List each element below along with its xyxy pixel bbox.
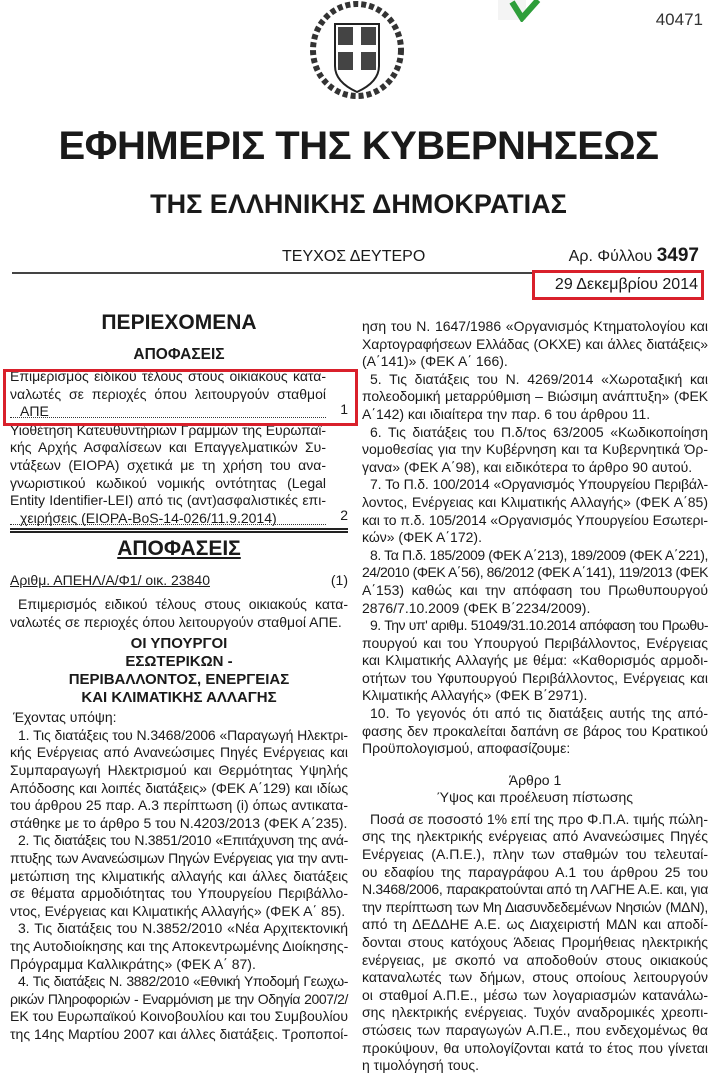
text-line: σης της ηλεκτρικής ενέργειας από Ανανεώσιμες Πηγές [362, 828, 708, 845]
consideration-paragraph [362, 476, 708, 546]
consideration-paragraph [362, 424, 708, 477]
ministers-line: ΠΕΡΙΒΑΛΛΟΝΤΟΣ, ΕΝΕΡΓΕΙΑΣ [68, 671, 290, 689]
text-line: φασης δεν προκαλείται δαπάνη σε βάρος του Κρατικού [362, 722, 708, 739]
text-line: δονται στους κατόχους Άδειας Προμήθειας ηλεκτρικής [362, 934, 708, 950]
considerations-right [362, 318, 708, 758]
text-line: 3. Τις διατάξεις του Ν.3852/2010 «Νέα Αρχιτεκτονική [18, 920, 348, 937]
consideration-paragraph [10, 973, 348, 1043]
consideration-paragraph [362, 318, 708, 371]
header-divider [12, 272, 532, 274]
article-title: Ύψος και προέλευση πίστωσης [436, 788, 633, 805]
consideration-paragraph [10, 832, 348, 920]
text-line: 6. Τις διατάξεις του Π.δ/τος 63/2005 «Κωδικοποίηση [370, 423, 708, 440]
sheet-number [569, 245, 699, 267]
text-line: στάθηκε με το άρθρο 5 του Ν.4203/2013 (ΦΕΚ Α΄235). [10, 814, 348, 831]
text-line: Συμπαραγωγή Ηλεκτρισμού και Θερμότητας Υψηλής [10, 761, 348, 778]
consideration-paragraph [362, 705, 708, 758]
digital-signature-check-icon [498, 0, 550, 22]
text-line: και το π.δ. 105/2014 «Οργανισμός Υπουργείου Εσωτερι- [362, 511, 708, 528]
text-line: του άρθρου 25 παρ. Α.3 περίπτωση (i) όπως αντικατα- [10, 797, 348, 814]
text-line: 2876/7.10.2009 (ΦΕΚ Β΄2234/2009). [362, 599, 591, 616]
text-line: Προϋπολογισμού, αποφασίζουμε: [362, 740, 571, 757]
text-line: κών» (ΦΕΚ Α΄172). [362, 529, 482, 546]
text-line: Ποσά σε ποσοστό 1% επί της προ Φ.Π.Α. τιμής πώλη- [370, 810, 708, 827]
text-line: ηση του Ν. 1647/1986 «Οργανισμός Κτηματολογίου και [362, 318, 708, 334]
text-line: οτήτων του Υφυπουργού Περιβάλλοντος, Ενέργειας και [362, 669, 708, 686]
text-line: η τιμολόγησή τους. [362, 1057, 479, 1074]
text-line: Α΄142) και ιδιαίτερα την παρ. 6 του άρθρου 11. [362, 405, 651, 422]
consideration-paragraph [10, 727, 348, 833]
text-line: κής Ενέργειας από Ανανεώσιμες Πηγές Ενέργειας και [10, 744, 348, 761]
text-line: γανα» (ΦΕΚ Α΄98), και ειδικότερα το άρθρο 90 αυτού. [362, 458, 693, 475]
decision-reference: Αριθμ. ΑΠΕΗΛ/Α/Φ1/ οικ. 23840 [10, 572, 210, 588]
decision-reference-no: (1) [330, 572, 348, 588]
contents-heading: ΠΕΡΙΕΧΟΜΕΝΑ [101, 311, 257, 334]
consideration-paragraph [362, 617, 708, 705]
text-line: (Α΄141)» (ΦΕΚ Α΄ 166). [362, 353, 508, 370]
text-line: 7. Το Π.δ. 100/2014 «Οργανισμός Υπουργείου Περιβάλ- [370, 476, 708, 493]
sheet-label: Αρ. Φύλλου [568, 248, 653, 265]
contents-section-heading: ΑΠΟΦΑΣΕΙΣ [133, 346, 225, 363]
text-line: Ν.3468/2006, παρακρατούνται από τη ΛΑΓΗΕ Α.Ε. και, για [362, 881, 708, 898]
page-number: 40471 [655, 10, 703, 29]
text-line: πτυξης των Ανανεώσιμων Πηγών Ενέργειας για την αντι- [10, 849, 348, 866]
sheet-number-value: 3497 [656, 245, 699, 266]
text-line: Απόδοσης και λοιπές διατάξεις» (ΦΕΚ Α΄129) και ιδίως [10, 779, 348, 796]
decision-section-heading: ΑΠΟΦΑΣΕΙΣ [117, 537, 241, 560]
text-line: Κλιματικής Αλλαγής» (ΦΕΚ Β΄2971). [362, 687, 588, 704]
consideration-paragraph [362, 547, 708, 617]
article-number: Άρθρο 1 [508, 771, 562, 788]
ministers-heading [10, 635, 348, 707]
contents-highlight-box [3, 369, 358, 426]
text-line: ντος, Ενέργειας και Κλιματικής Αλλαγής» (ΦΕΚ Α΄ 85). [10, 902, 346, 919]
considerations-left [10, 727, 348, 1044]
text-line: ναλωτές σε περιοχές όπου λειτουργούν σταθμοί [10, 385, 326, 402]
text-line: ου εδαφίου της παραγράφου Α.1 του άρθρου 25 του [362, 863, 708, 880]
text-line: και Κλιματικής Αλλαγής με θέμα: «Καθορισμός αρμοδι- [362, 652, 708, 669]
text-line: 5. Τις διατάξεις του Ν. 4269/2014 «Χωροταξική και [370, 370, 708, 387]
ministers-line: ΕΣΩΤΕΡΙΚΩΝ - [125, 653, 233, 671]
consideration-paragraph [362, 371, 708, 424]
text-line: πουργού και του Υπουργού Περιβάλλοντος, Ενέργειας [362, 634, 708, 651]
gazette-title: ΕΦΗΜΕΡΙΣ ΤΗΣ ΚΥΒΕΡΝΗΣΕΩΣ [58, 124, 659, 168]
text-line: 2. Τις διατάξεις του Ν.3851/2010 «Επιτάχυνση της ανά- [18, 832, 348, 849]
text-line: 8. Τα Π.δ. 185/2009 (ΦΕΚ Α΄213), 189/2009 (ΦΕΚ Α΄221), [370, 546, 708, 563]
text-line: σης ηλεκτρικής ενέργειας. Τυχόν αναδρομικές χρεοπι- [362, 1004, 708, 1021]
greek-coat-of-arms-emblem [305, 0, 409, 100]
text-line: της 14ης Μαρτίου 2007 και άλλες διατάξεις. Τροποποί- [10, 1025, 348, 1042]
text-line: από τη ΔΕΔΔΗΕ Α.Ε. ως Διαχειριστή ΜΔΝ και αποδί- [362, 916, 708, 933]
text-line: 24/2010 (ΦΕΚ Α΄56), 86/2012 (ΦΕΚ Α΄141), 119/2013 (ΦΕΚ [362, 564, 708, 581]
contents-item[interactable] [10, 422, 348, 525]
text-line: της Αυτοδιοίκησης και της Αποκεντρωμένης Διοίκησης- [10, 937, 349, 954]
contents-page-number: 1 [340, 400, 348, 417]
ministers-line: ΚΑΙ ΚΛΙΜΑΤΙΚΗΣ ΑΛΛΑΓΗΣ [81, 689, 277, 707]
text-line: 10. Το γεγονός ότι από τις διατάξεις αυτής της από- [370, 705, 708, 722]
text-line: σε θέματα αρμοδιότητας του Υπουργείου Περιβάλλο- [10, 885, 348, 902]
text-line: ΑΠΕ [10, 403, 326, 418]
text-line: Χαρτογραφήσεων Ελλάδας (ΟΚΧΕ) και άλλες διατάξεις» [362, 335, 708, 352]
text-line: ΕΚ του Ευρωπαϊκού Κοινοβουλίου και του Συμβουλίου [10, 1008, 348, 1025]
text-line: ναλωτές σε περιοχές όπου λειτουργούν σταθμοί ΑΠΕ. [10, 613, 342, 630]
text-line: 4. Τις διατάξεις Ν. 3882/2010 «Εθνική Υποδομή Γεωχω- [18, 973, 348, 990]
decision-left-column [10, 537, 349, 1043]
text-line: Ενέργειας (Α.Π.Ε.), πλην των σταθμών του τελευταί- [362, 846, 708, 863]
text-line: γνωριστικού κωδικού νομικής οντότητας (Legal [10, 474, 326, 491]
text-line: Επιμερισμός ειδικού τέλους στους οικιακούς κατα- [18, 596, 348, 612]
text-line: 1. Τις διατάξεις του Ν.3468/2006 «Παραγωγή Ηλεκτρι- [18, 726, 348, 743]
text-line: οι σταθμοί Α.Π.Ε., μέσω των λογαριασμών κατανάλω- [362, 986, 708, 1003]
consideration-paragraph [10, 920, 348, 973]
text-line: την περίπτωση των Μη Διασυνδεδεμένων Νησιών (ΜΔΝ), [362, 898, 708, 915]
contents-double-rule [10, 528, 348, 533]
text-line: πολεοδομική μεταρρύθμιση – Βιώσιμη ανάπτυξη» (ΦΕΚ [362, 388, 708, 405]
text-line: καταναλωτές των δήμων, στους οποίους λειτουργούν [362, 969, 708, 986]
text-line: κής Αρχής Ασφαλίσεων και Επαγγελματικών Συ- [10, 439, 326, 456]
text-line: ενέργειας, με σκοπό να αποδοθούν στους οικιακούς [362, 951, 708, 968]
article-paragraph [362, 811, 708, 1075]
ministers-line: ΟΙ ΥΠΟΥΡΓΟΙ [130, 635, 228, 653]
text-line: νομοθεσίας για την Κυβέρνηση και τα Κυβερνητικά Όρ- [362, 441, 708, 458]
text-line: 9. Την υπ' αριθμ. 51049/31.10.2014 απόφαση του Πρωθυ- [370, 617, 708, 634]
considering-label: Έχοντας υπόψη: [13, 709, 117, 726]
gazette-subtitle: ΤΗΣ ΕΛΛΗΝΙΚΗΣ ΔΗΜΟΚΡΑΤΙΑΣ [150, 189, 567, 219]
text-line: λοντος, Ενέργειας και Κλιματικής Αλλαγής» (ΦΕΚ Α΄85) [362, 493, 708, 510]
decision-reference-line [10, 572, 348, 596]
text-line: Επιμερισμός ειδικού τέλους στους οικιακούς κατα- [10, 368, 326, 384]
issue-label: ΤΕΥΧΟΣ ΔΕΥΤΕΡΟ [282, 248, 426, 265]
text-line: στώσεις των παραγωγών Α.Π.Ε., που ενδεχομένως θα [362, 1021, 708, 1038]
text-line: ντάξεων (EIOPA) σχετικά με τη χρήση του ανα- [10, 456, 326, 473]
decision-subject [10, 596, 348, 631]
decision-right-column [362, 318, 708, 1075]
text-line: προκύψουν, θα υπολογίζονται κατά το έτος που γίνεται [362, 1039, 708, 1056]
text-line: Α΄153) καθώς και την απόφαση του Πρωθυπουργού [362, 581, 708, 598]
issue-date: 29 Δεκεμβρίου 2014 [554, 276, 698, 293]
text-line: μετώπιση της κλιματικής αλλαγής και άλλες διατάξεις [10, 867, 348, 884]
text-line: Entity Identifier-LEI) από τις (αντ)ασφαλιστικές επι- [10, 492, 326, 509]
text-line: χειρήσεις (EIOPA-BoS-14-026/11.9.2014) [10, 510, 326, 525]
contents-page-number: 2 [340, 507, 348, 524]
text-line: ρικών Πληροφοριών - Εναρμόνιση με την Οδηγία 2007/2/ [10, 990, 348, 1007]
text-line: Υιοθέτηση Κατευθυντήριων Γραμμών της Ευρωπαϊ- [10, 421, 326, 438]
text-line: Πρόγραμμα Καλλικράτης» (ΦΕΚ Α΄ 87). [10, 955, 256, 972]
